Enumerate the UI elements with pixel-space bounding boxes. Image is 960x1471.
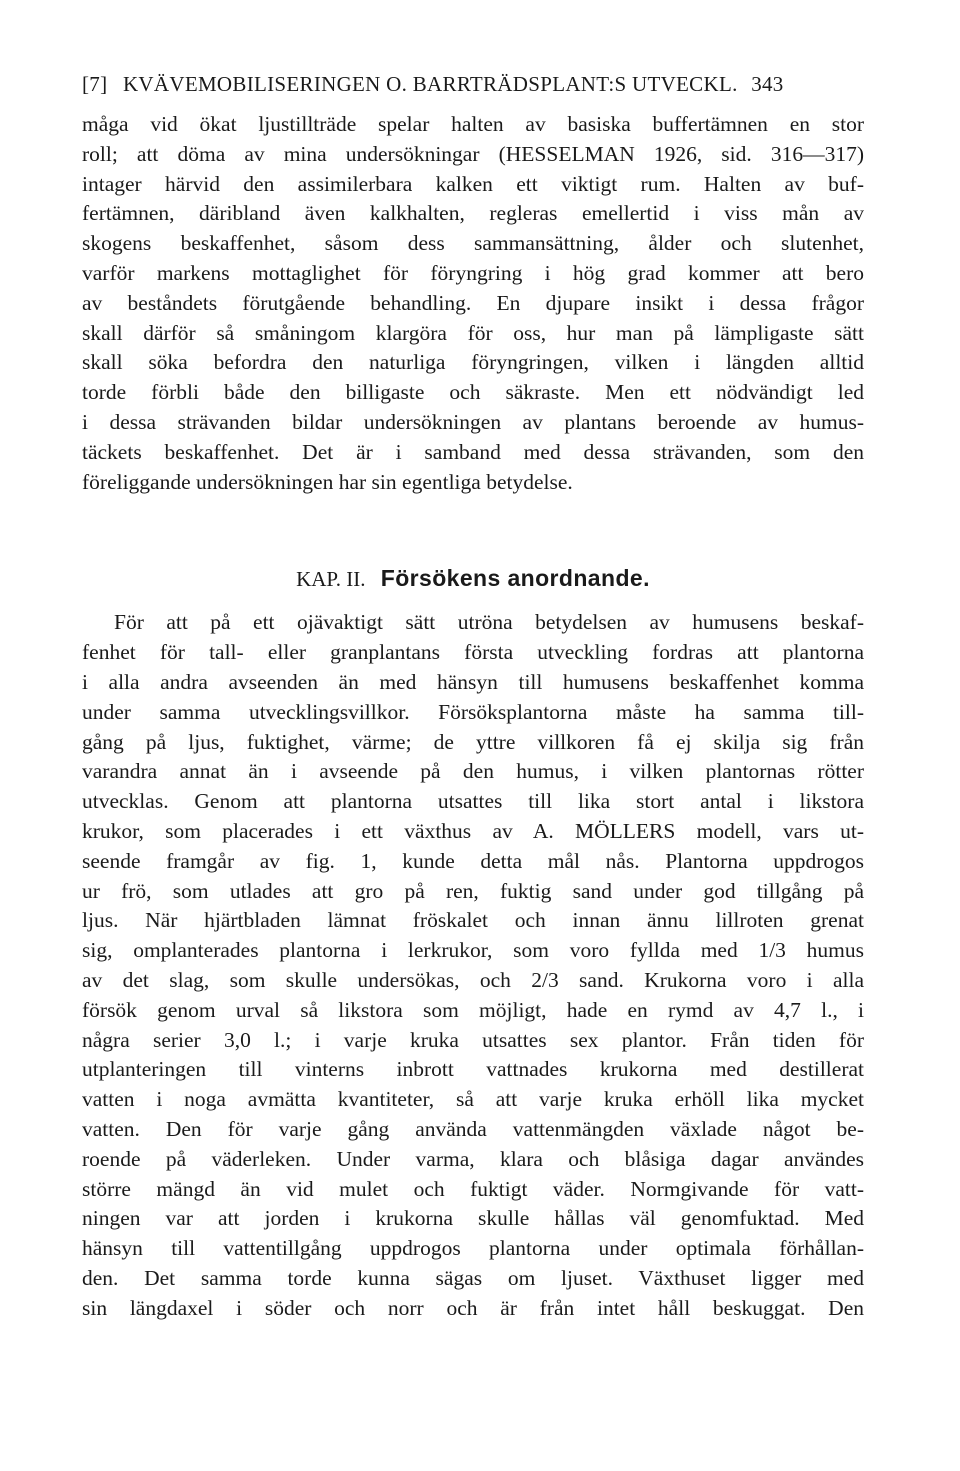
page (82, 70, 864, 1323)
text-line: under samma utvecklingsvillkor. Försöksplantorna måste ha samma till- (82, 699, 864, 724)
section-number: [7] (82, 72, 108, 96)
text-line: roll; att döma av mina undersökningar (HESSELMAN 1926, sid. 316—317) (82, 141, 864, 166)
text-line: varandra annat än i avseende på den humus, i vilken plantornas rötter (82, 759, 864, 784)
text-line: ningen var att jorden i krukorna skulle hållas väl genomfuktad. Med (82, 1206, 864, 1231)
text-line: försök genom urval så likstora som möjligt, hade en rymd av 4,7 l., i (82, 997, 864, 1022)
text-line: krukor, som placerades i ett växthus av A. MÖLLERS modell, vars ut- (82, 818, 864, 843)
paragraph-1 (82, 110, 864, 497)
text-line: täckets beskaffenhet. Det är i samband med dessa strävanden, som den (82, 439, 864, 464)
text-line: utplanteringen till vinterns inbrott vattnades krukorna med destillerat (82, 1057, 864, 1082)
text-line: i alla andra avseenden än med hänsyn till humusens beskaffenhet komma (82, 669, 864, 694)
text-line: ur frö, som utlades att gro på ren, fuktig sand under god tillgång på (82, 878, 864, 903)
text-line: varför markens mottaglighet för föryngring i hög grad kommer att bero (82, 260, 864, 285)
text-line: ljus. När hjärtbladen lämnat fröskalet och innan ännu lillroten grenat (82, 908, 864, 933)
running-title: KVÄVEMOBILISERINGEN O. BARRTRÄDSPLANT:S UTVECKL. (122, 72, 738, 96)
text-line: seende framgår av fig. 1, kunde detta mål nås. Plantorna uppdrogos (82, 848, 864, 873)
paragraph-2 (82, 608, 864, 1323)
text-line: måga vid ökat ljustillträde spelar halten av basiska buffertämnen en stor (82, 112, 864, 136)
chapter-label: KAP. II. (296, 567, 366, 592)
text-line: i dessa strävanden bildar undersökningen av plantans beroende av humus- (82, 409, 864, 434)
text-line: fenhet för tall- eller granplantans första utveckling fordras att plantorna (82, 640, 864, 665)
text-line: några serier 3,0 l.; i varje kruka utsattes sex plantor. Från tiden för (82, 1027, 864, 1052)
text-line: vatten i noga avmätta kvantiteter, så att varje kruka erhöll lika mycket (82, 1087, 864, 1112)
text-line: sig, omplanterades plantorna i lerkrukor, som voro fyllda med 1/3 humus (82, 938, 864, 963)
text-line: av beståndets förutgående behandling. En djupare insikt i dessa frågor (82, 290, 864, 315)
chapter-heading (82, 563, 864, 594)
text-line: den. Det samma torde kunna sägas om ljuset. Växthuset ligger med (82, 1265, 864, 1290)
text-line: skogens beskaffenhet, såsom dess sammansättning, ålder och slutenhet, (82, 231, 864, 256)
page-number: 343 (751, 72, 784, 96)
text-line: torde förbli både den billigaste och säkraste. Men ett nödvändigt led (82, 380, 864, 405)
text-line: För att på ett ojävaktigt sätt utröna betydelsen av humusens beskaf- (114, 610, 864, 635)
text-line: hänsyn till vattentillgång uppdrogos plantorna under optimala förhållan- (82, 1236, 864, 1261)
text-line: vatten. Den för varje gång använda vattenmängden växlade något be- (82, 1116, 864, 1141)
text-line: sin längdaxel i söder och norr och är från intet håll beskuggat. Den (82, 1295, 864, 1320)
text-line: fertämnen, däribland även kalkhalten, regleras emellertid i viss mån av (82, 201, 864, 226)
text-line: roende på väderleken. Under varma, klara och blåsiga dagar användes (82, 1146, 864, 1171)
text-line: av det slag, som skulle undersökas, och 2/3 sand. Krukorna voro i alla (82, 967, 864, 992)
text-line: gång på ljus, fuktighet, värme; de yttre villkoren få ej skilja sig från (82, 729, 864, 754)
chapter-title: Försökens anordnande. (380, 565, 650, 592)
text-line: större mängd än vid mulet och fuktigt väder. Normgivande för vatt- (82, 1176, 864, 1201)
running-head (82, 70, 864, 98)
text-line: skall därför så småningom klargöra för oss, hur man på lämpligaste sätt (82, 320, 864, 345)
text-line: föreliggande undersökningen har sin egentliga betydelse. (82, 469, 573, 494)
text-line: utvecklas. Genom att plantorna utsattes till lika stort antal i likstora (82, 789, 864, 814)
text-line: intager härvid den assimilerbara kalken ett viktigt rum. Halten av buf- (82, 171, 864, 196)
text-line: skall söka befordra den naturliga föryngringen, vilken i längden alltid (82, 350, 864, 375)
